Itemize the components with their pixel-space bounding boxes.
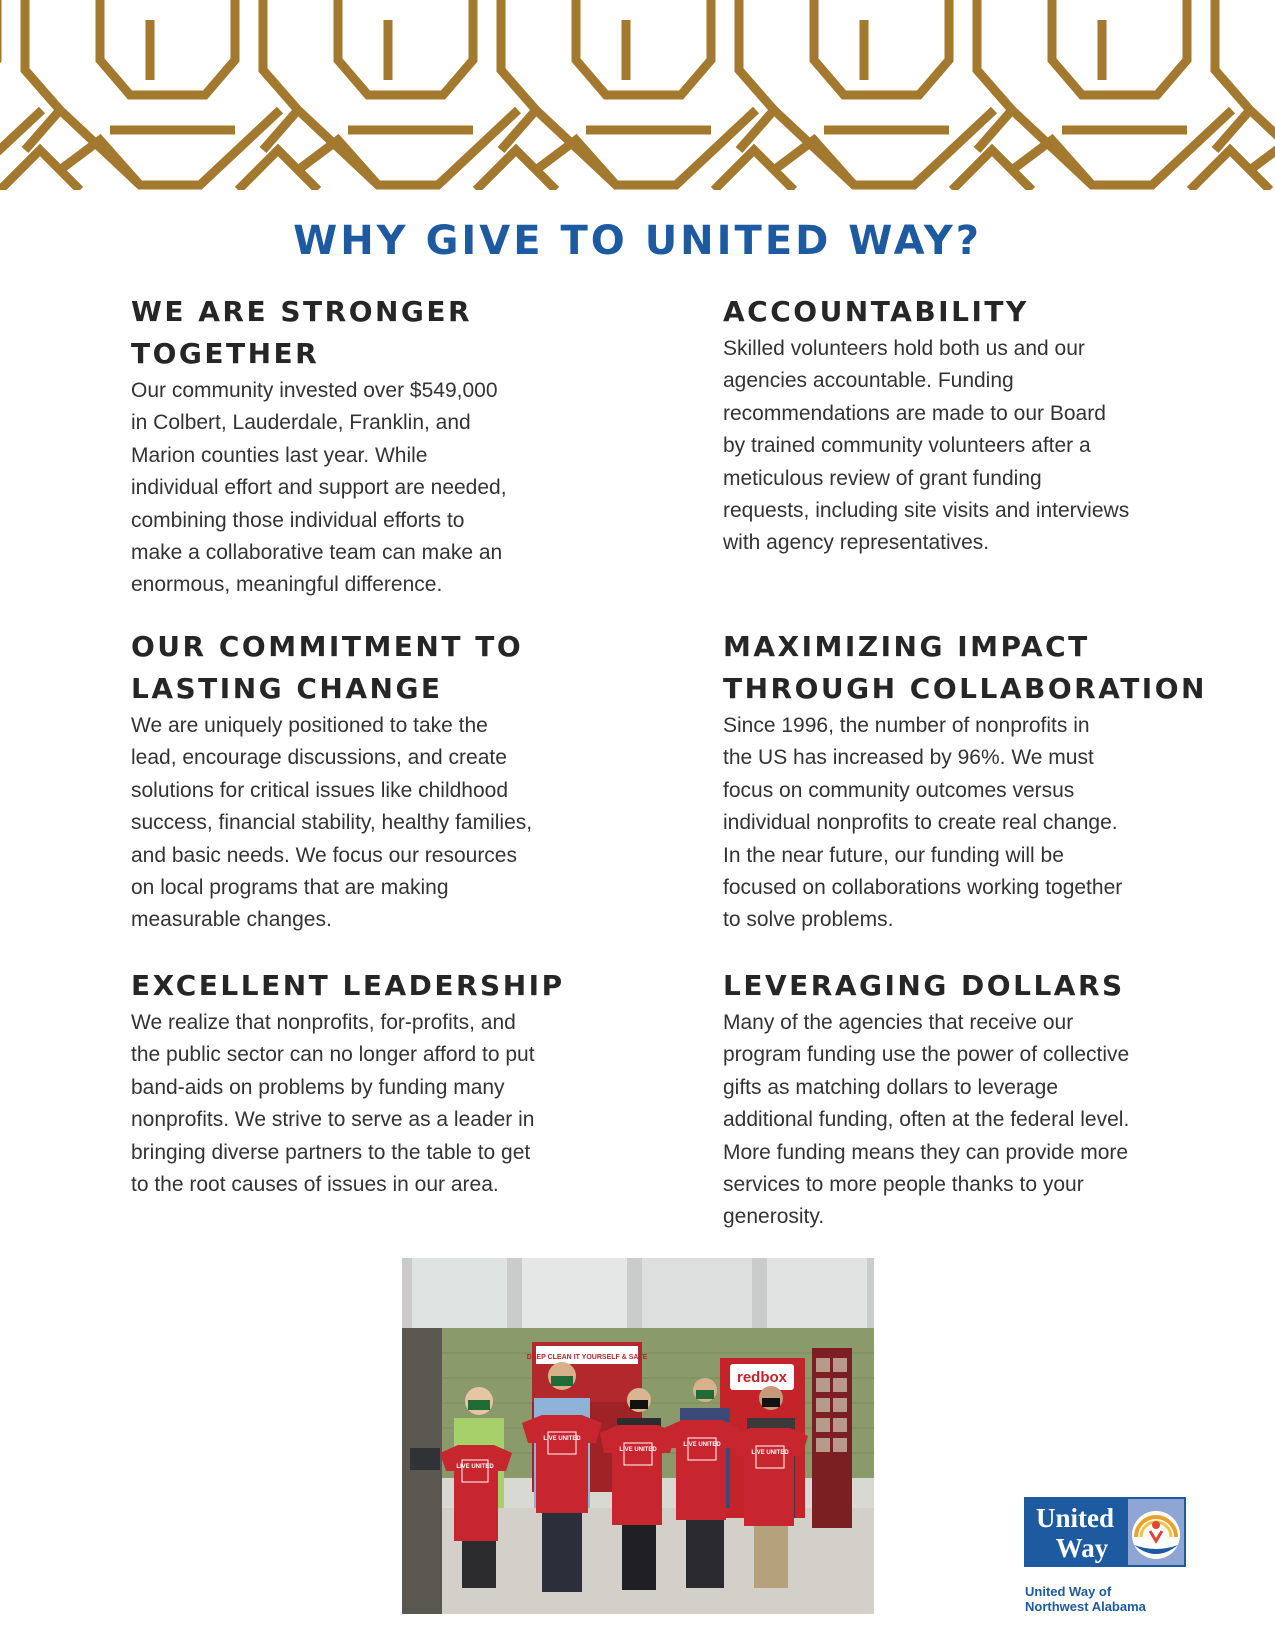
section-heading: MAXIMIZING IMPACT THROUGH COLLABORATION <box>723 630 1207 705</box>
section-body: We are uniquely positioned to take the lead, encourage discussions, and create solutions for critical issues like childhood success, financial stability, healthy families, and basic needs. We focus our resources on local programs that are making measurable changes. <box>131 714 533 932</box>
section-heading: ACCOUNTABILITY <box>723 295 1029 328</box>
group-photo-illustration <box>402 1258 874 1614</box>
section-heading: WE ARE STRONGER TOGETHER <box>131 295 473 370</box>
decorative-geometric-banner <box>0 0 1275 190</box>
page-title: WHY GIVE TO UNITED WAY? <box>293 218 982 264</box>
section-body: Many of the agencies that receive our program funding use the power of collective gifts as matching dollars to leverage additional funding, often at the federal level. More funding means they can provide more services to more people thanks to your generosity. <box>723 1011 1130 1229</box>
section-heading: EXCELLENT LEADERSHIP <box>131 969 565 1002</box>
banner-pattern-stroke <box>739 0 774 150</box>
banner-pattern-stroke <box>100 0 235 95</box>
caption-line: United Way of <box>1025 1584 1112 1599</box>
section-leveraging-dollars <box>723 965 1163 1234</box>
banner-pattern-stroke <box>1052 0 1187 95</box>
banner-pattern-stroke <box>977 0 1012 150</box>
organization-caption <box>1025 1584 1146 1614</box>
group-photo <box>402 1258 874 1614</box>
banner-pattern-stroke <box>814 0 949 95</box>
section-lasting-change <box>131 626 571 937</box>
banner-pattern-stroke <box>1215 0 1250 150</box>
banner-pattern-stroke <box>576 0 711 95</box>
section-body: Since 1996, the number of nonprofits in the US has increased by 96%. We must focus on community outcomes versus individual nonprofits to create real change. In the near future, our funding will be focused on collaborations working together to solve problems. <box>723 714 1123 932</box>
section-stronger-together <box>131 291 571 602</box>
rainbow-hand-emblem <box>1132 1511 1180 1559</box>
section-heading: LEVERAGING DOLLARS <box>723 969 1125 1002</box>
logo-wordmark-line1: United <box>1035 1503 1115 1533</box>
shirt-text: LIVE UNITED <box>683 1442 721 1448</box>
section-body: Our community invested over $549,000 in Colbert, Lauderdale, Franklin, and Marion counties last year. While individual effort and support are needed, combining those individual efforts to make a collaborative team can make an enormous, meaningful difference. <box>131 379 507 597</box>
banner-pattern-stroke <box>501 0 536 150</box>
banner-pattern-stroke <box>263 0 298 150</box>
section-heading: OUR COMMITMENT TO LASTING CHANGE <box>131 630 524 705</box>
united-way-logo <box>1024 1497 1186 1567</box>
shirt-text: LIVE UNITED <box>543 1436 581 1442</box>
banner-pattern-stroke <box>0 150 80 190</box>
store-sign-text: DEEP CLEAN IT YOURSELF & SAVE <box>526 1354 648 1361</box>
kiosk-sign-text: redbox <box>736 1369 788 1386</box>
caption-line: Northwest Alabama <box>1025 1599 1146 1614</box>
shirt-text: LIVE UNITED <box>456 1464 494 1470</box>
section-maximizing-impact <box>723 626 1207 937</box>
banner-pattern-stroke <box>25 0 60 150</box>
banner-pattern-stroke <box>952 150 1032 190</box>
section-body: We realize that nonprofits, for-profits, and the public sector can no longer afford to put band-aids on problems by funding many nonprofits. We strive to serve as a leader in bringing diverse partners to the table to get to the root causes of issues in our area. <box>131 1011 535 1197</box>
section-body: Skilled volunteers hold both us and our agencies accountable. Funding recommendations are made to our Board by trained community volunteers after a meticulous review of grant funding requests, including site visits and interviews with agency representatives. <box>723 337 1130 555</box>
banner-pattern-stroke <box>1190 150 1270 190</box>
banner-pattern-stroke <box>238 150 318 190</box>
section-excellent-leadership <box>131 965 571 1201</box>
section-accountability <box>723 291 1163 560</box>
shirt-text: LIVE UNITED <box>751 1450 789 1456</box>
banner-pattern-stroke <box>476 150 556 190</box>
banner-pattern-stroke <box>714 150 794 190</box>
shirt-text: LIVE UNITED <box>619 1447 657 1453</box>
banner-pattern-stroke <box>338 0 473 95</box>
logo-wordmark-line2: Way <box>1055 1533 1109 1563</box>
